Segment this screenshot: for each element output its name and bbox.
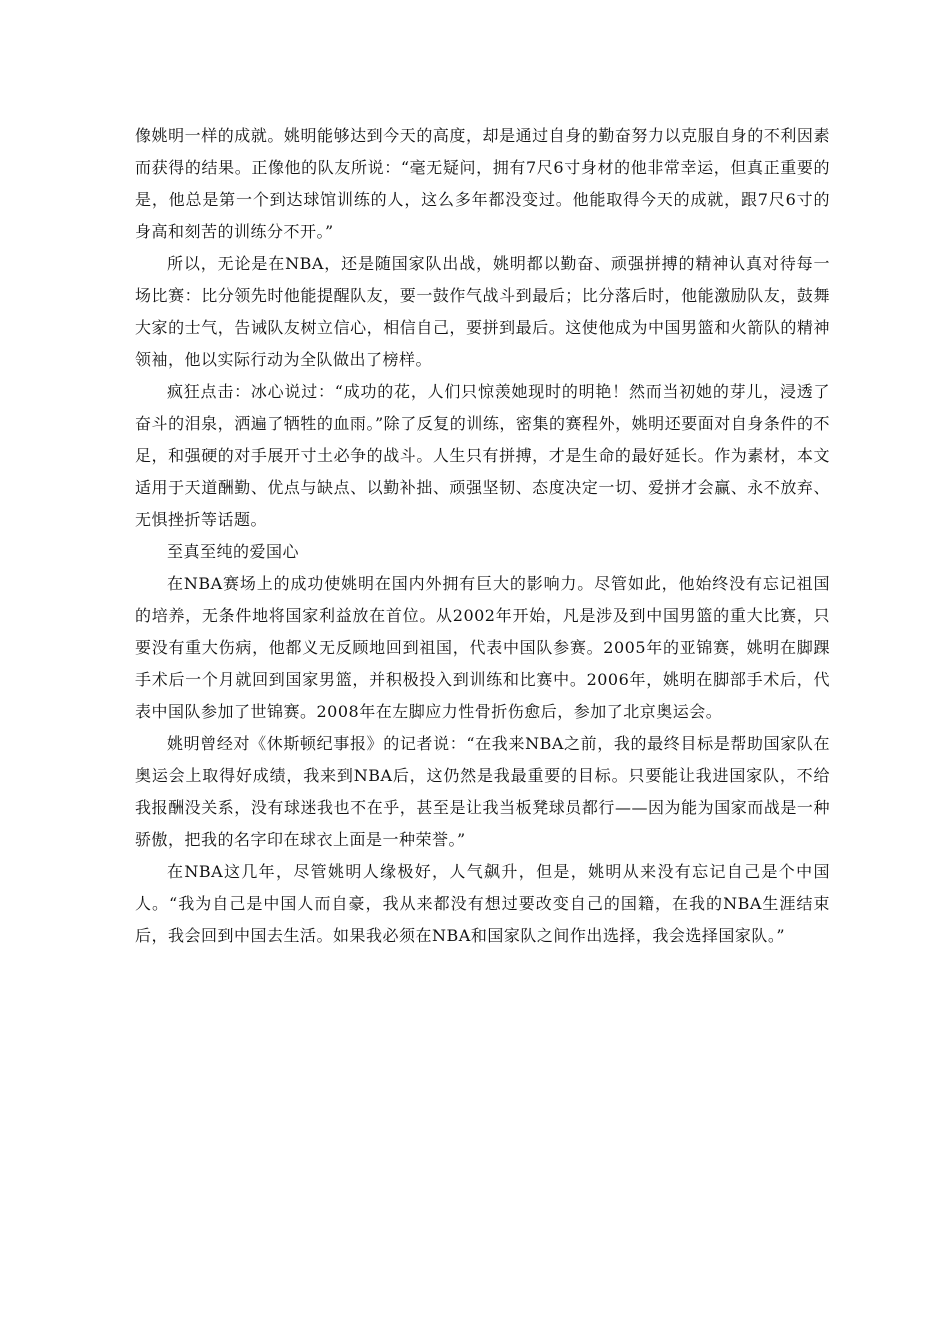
paragraph-patriotism: 在NBA赛场上的成功使姚明在国内外拥有巨大的影响力。尽管如此，他始终没有忘记祖国的培养，无条件地将国家利益放在首位。从2002年开始，凡是涉及到中国男篮的重大比赛，只要没有重大伤病，他都义无反顾地回到祖国，代表中国队参赛。2005年的亚锦赛，姚明在脚踝手术后一个月就回到国家男篮，并积极投入到训练和比赛中。2006年，姚明在脚部手术后，代表中国队参加了世锦赛。2008年在左脚应力性骨折伤愈后，参加了北京奥运会。 — [135, 574, 830, 721]
paragraph-nba-years: 在NBA这几年，尽管姚明人缘极好，人气飙升，但是，姚明从来没有忘记自己是个中国人。“我为自己是中国人而自豪，我从来都没有想过要改变自己的国籍，在我的NBA生涯结束后，我会回到中国去生活。如果我必须在NBA和国家队之间作出选择，我会选择国家队。” — [135, 862, 830, 945]
section-heading: 至真至纯的爱国心 — [167, 542, 300, 561]
paragraph-continuation: 像姚明一样的成就。姚明能够达到今天的高度，却是通过自身的勤奋努力以克服自身的不利因素而获得的结果。正像他的队友所说：“毫无疑问，拥有7尺6寸身材的他非常幸运，但真正重要的是，他总是第一个到达球馆训练的人，这么多年都没变过。他能取得今天的成就，跟7尺6寸的身高和刻苦的训练分不开。” — [135, 126, 830, 241]
paragraph-spirit: 所以，无论是在NBA，还是随国家队出战，姚明都以勤奋、顽强拼搏的精神认真对待每一场比赛：比分领先时他能提醒队友，要一鼓作气战斗到最后；比分落后时，他能激励队友，鼓舞大家的士气，告诫队友树立信心，相信自己，要拼到最后。这使他成为中国男篮和火箭队的精神领袖，他以实际行动为全队做出了榜样。 — [135, 254, 830, 369]
body-text — [135, 120, 830, 952]
paragraph-crazy-click: 疯狂点击：冰心说过：“成功的花，人们只惊羡她现时的明艳！然而当初她的芽儿，浸透了奋斗的泪泉，洒遍了牺牲的血雨。”除了反复的训练，密集的赛程外，姚明还要面对自身条件的不足，和强硬的对手展开寸土必争的战斗。人生只有拼搏，才是生命的最好延长。作为素材，本文适用于天道酬勤、优点与缺点、以勤补拙、顽强坚韧、态度决定一切、爱拼才会赢、永不放弃、无惧挫折等话题。 — [135, 382, 830, 529]
paragraph-quote-houston: 姚明曾经对《休斯顿纪事报》的记者说：“在我来NBA之前，我的最终目标是帮助国家队在奥运会上取得好成绩，我来到NBA后，这仍然是我最重要的目标。只要能让我进国家队，不给我报酬没关系，没有球迷我也不在乎，甚至是让我当板凳球员都行——因为能为国家而战是一种骄傲，把我的名字印在球衣上面是一种荣誉。” — [135, 734, 830, 849]
